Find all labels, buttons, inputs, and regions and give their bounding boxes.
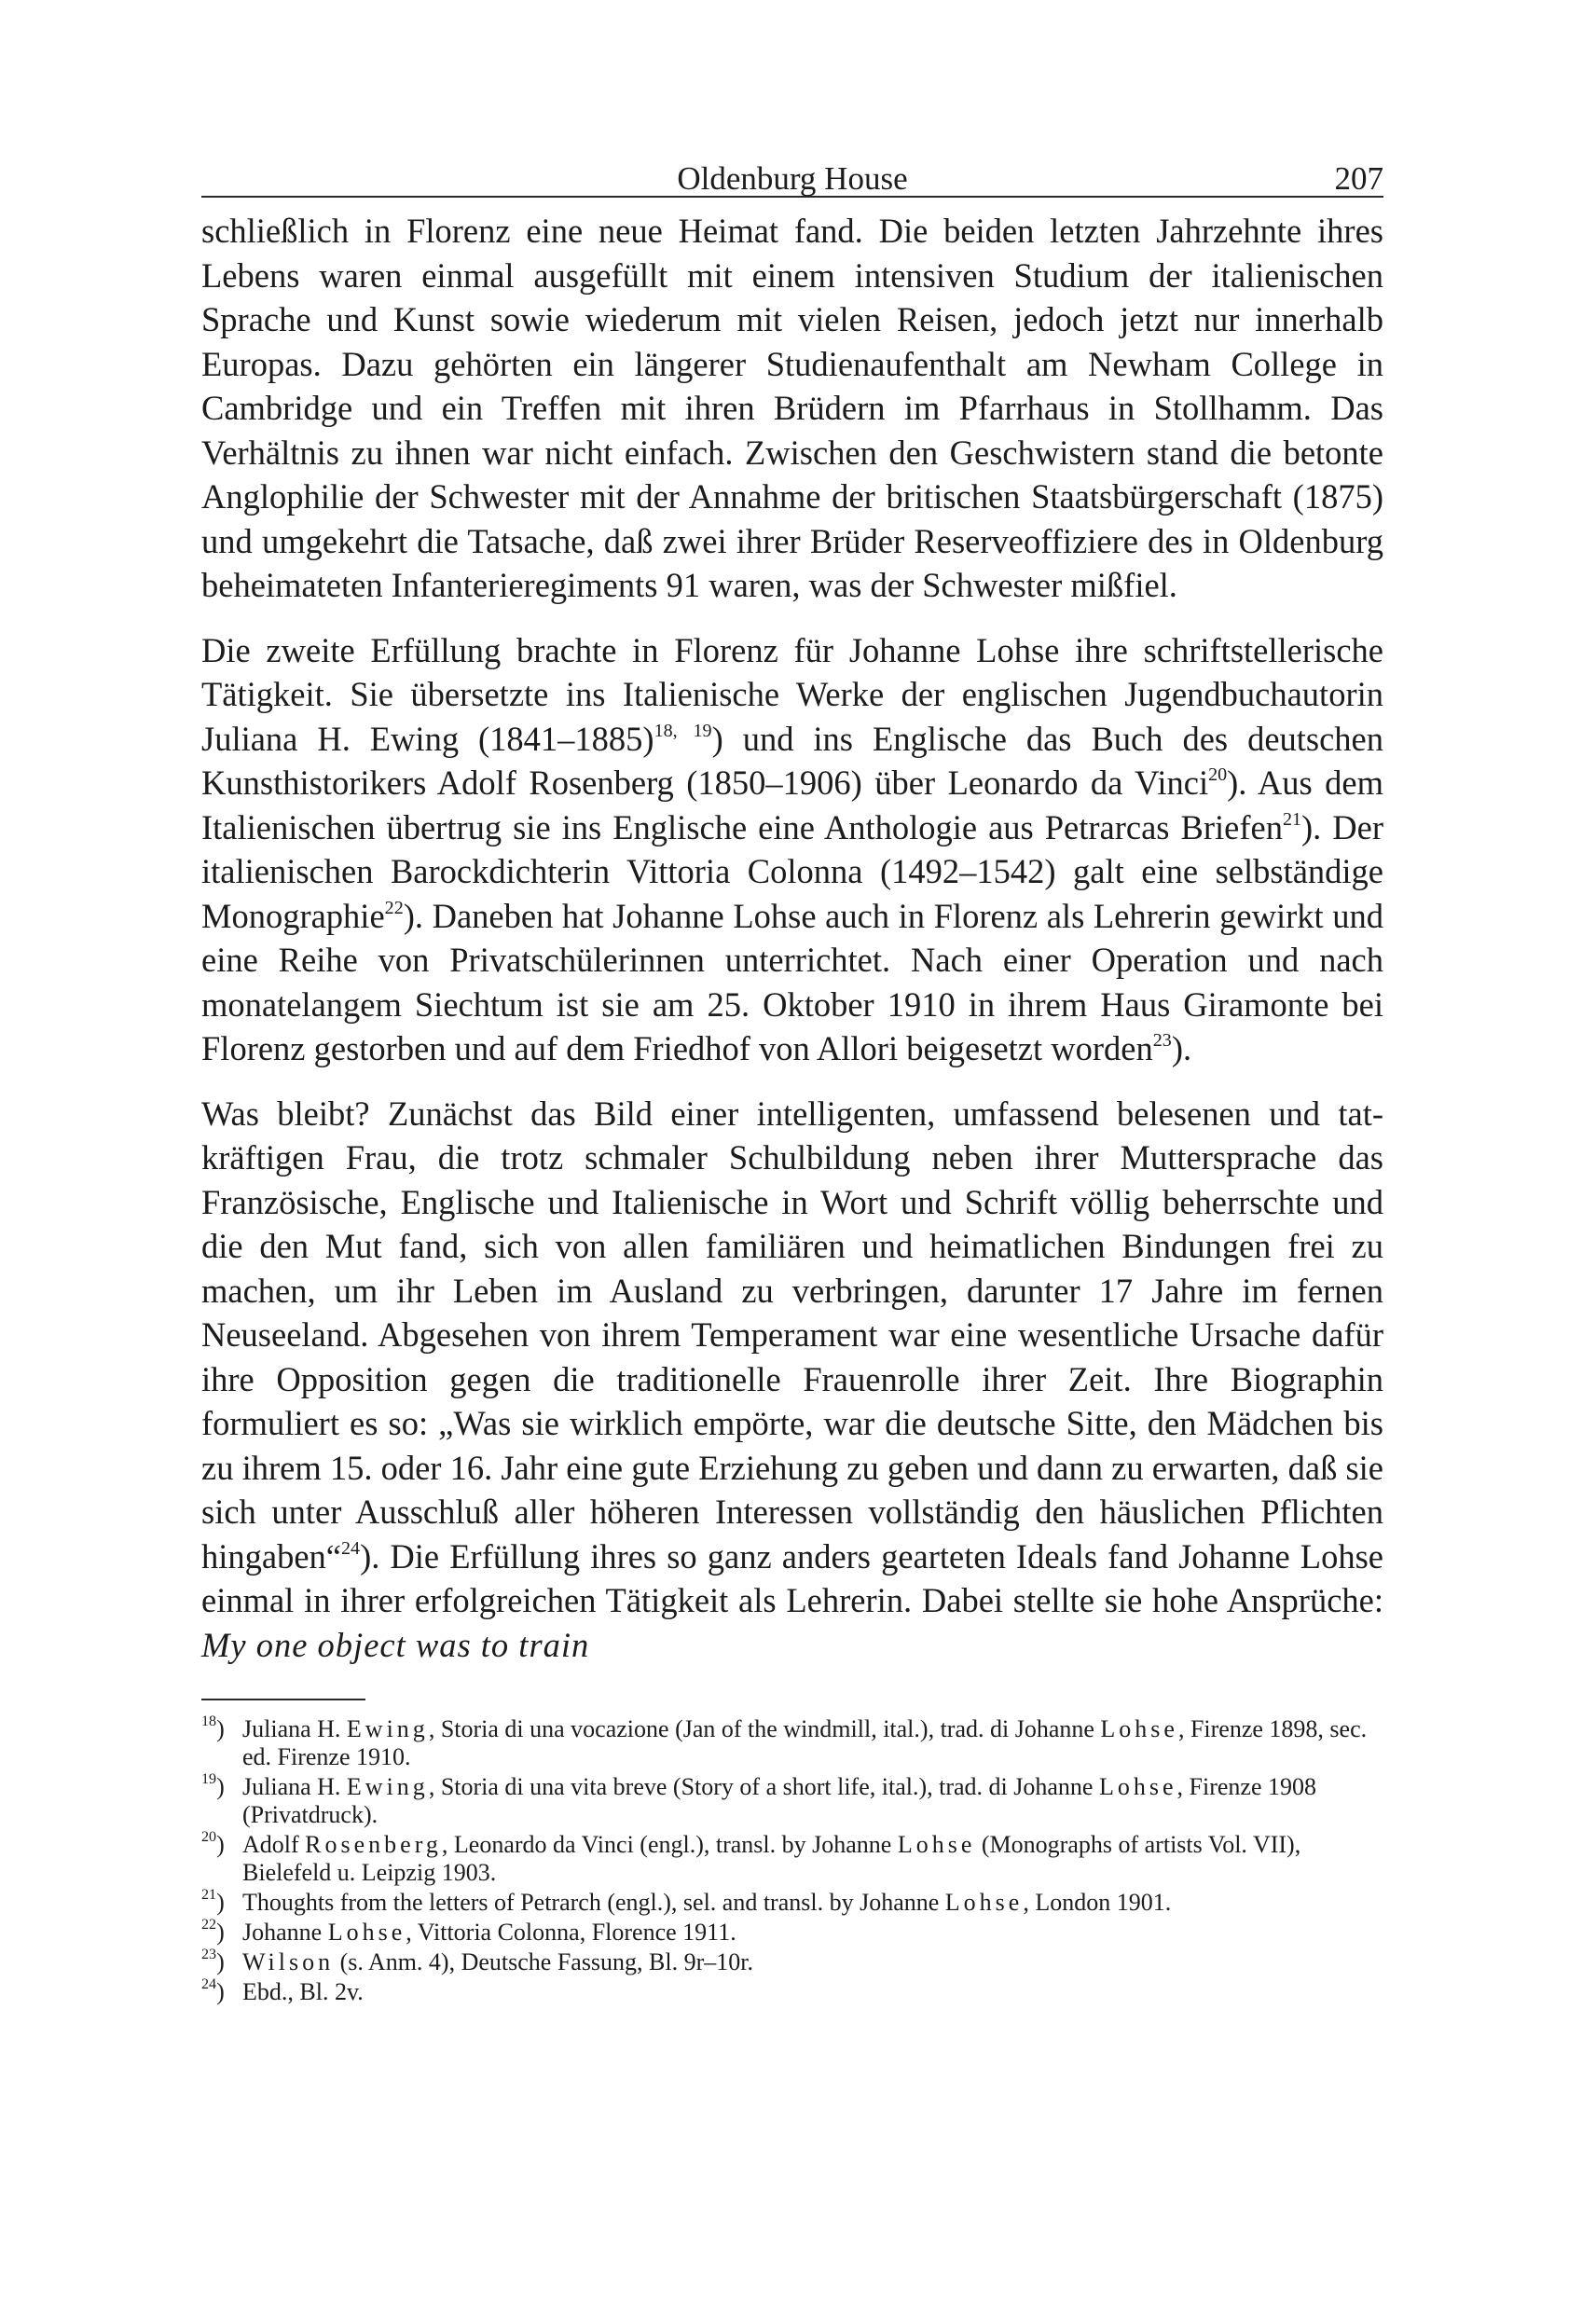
- author-name: Rosenberg: [305, 1831, 442, 1858]
- document-page: [201, 140, 1383, 2008]
- footnote-ref: 22: [384, 897, 404, 918]
- translator-name: Lohse: [897, 1831, 976, 1858]
- author-name: Ewing: [346, 1715, 429, 1742]
- paragraph-2-text: ) und ins Englische das Buch des deutschen Kunsthistorikers Adolf Rosenberg (1850–1906) über Leonardo da Vinci: [201, 719, 1384, 802]
- footnote-mark: $^{21}$): [201, 1886, 225, 1916]
- paragraph-2-text: ). Der italienischen Barockdichterin Vittoria Colonna (1492–1542) galt eine selbständige Monographie: [201, 807, 1383, 935]
- translator-name: Lohse: [944, 1889, 1024, 1916]
- footnote-mark: $^{20}$): [201, 1828, 225, 1858]
- paragraph-2: [201, 628, 1383, 1071]
- paragraph-3-text: ). Die Erfüllung ihres so ganz anders gearteten Ideals fand Johanne Lohse einmal in ihrer erfolgreichen Tätigkeit als Lehrerin. Dabei stellte sie hohe Ansprüche:: [201, 1536, 1383, 1619]
- footnote-separator: [201, 1699, 365, 1700]
- footnote-ref: 24: [341, 1537, 361, 1559]
- footnote-24: $^{24}$) Ebd., Bl. 2v.: [201, 1975, 364, 2005]
- paragraph-3: [201, 1092, 1383, 1668]
- footnote-mark: $^{24}$): [201, 1975, 225, 2005]
- body-text: [201, 209, 1383, 1667]
- footnote-mark: $^{22}$): [201, 1916, 225, 1946]
- footnote-ref: 21: [1282, 808, 1302, 830]
- paragraph-1: schließlich in Florenz eine neue Heimat fand. Die beiden letzten Jahrzehnte ihres Lebens waren einmal ausgefüllt mit einem intensiven Studium der italienischen Sprache und Kunst sowie wiederum mit vielen Reisen, jedoch jetzt nur innerhalb Europas. Dazu gehörten ein längerer Studienaufenthalt am Newham College in Cambridge und ein Treffen mit ihren Brüdern im Pfarrhaus in Stollhamm. Das Verhältnis zu ihnen war nicht einfach. Zwischen den Geschwistern stand die betonte Anglophilie der Schwester mit der Annahme der britischen Staatsbürgerschaft (1875) und umgekehrt die Tatsache, daß zwei ihrer Brüder Reserveoffiziere des in Oldenburg beheimateten Infanterieregiments 91 waren, was der Schwester mißfiel.: [201, 212, 1383, 604]
- footnote-18: $^{18}$) Juliana H. Ewing, Storia di una vocazione (Jan of the windmill, ital.), trad. di Johanne Lohse, Firenze 1898, sec. ed. Firenze 1910.: [201, 1713, 1368, 1770]
- page-number: 207: [1334, 160, 1383, 197]
- author-name: Ewing: [346, 1773, 429, 1800]
- footnotes: [201, 1715, 1383, 2006]
- footnote-ref: 20: [1208, 764, 1228, 785]
- footnote-ref: 18, 19: [654, 720, 712, 741]
- paragraph-3-text: Was bleibt? Zunächst das Bild einer intelligenten, umfassend belesenen und tatkräftigen Frau, die trotz schmaler Schulbildung neben ihrer Muttersprache das Französische, Englische und Italienische in Wort und Schrift völlig beherrschte und die den Mut fand, sich von allen familiären und heimatlichen Bindungen frei zu machen, um ihr Leben im Ausland zu verbringen, darunter 17 Jahre im fernen Neuseeland. Abgesehen von ihrem Temperament war eine wesentliche Ursache dafür ihre Opposition gegen die traditionelle Frauenrolle ihrer Zeit. Ihre Biographin formuliert es so: „Was sie wirklich empörte, war die deutsche Sitte, den Mädchen bis zu ihrem 15. oder 16. Jahr eine gute Erziehung zu geben und dann zu erwarten, daß sie sich unter Ausschluß aller höheren Interessen vollständig den häuslichen Pflichten hingaben“: [201, 1094, 1383, 1576]
- footnote-23: $^{23}$) Wilson (s. Anm. 4), Deutsche Fassung, Bl. 9r–10r.: [201, 1946, 753, 1975]
- author-name: Lohse: [327, 1919, 406, 1946]
- paragraph-2-text: ). Daneben hat Johanne Lohse auch in Florenz als Lehrerin gewirkt und eine Reihe von Privatschülerinnen unterrichtet. Nach einer Operation und nach monatelangem Siechtum ist sie am 25. Oktober 1910 in ihrem Haus Giramonte bei Florenz gestorben und auf dem Friedhof von Allori beigesetzt worden: [201, 896, 1383, 1067]
- footnote-ref: 23: [1152, 1029, 1172, 1051]
- author-name: Wilson: [242, 1948, 335, 1975]
- english-quote: My one object was to train: [201, 1625, 590, 1664]
- footnote-21: $^{21}$) Thoughts from the letters of Petrarch (engl.), sel. and transl. by Johanne Lohse, London 1901.: [201, 1886, 1172, 1916]
- footnote-mark: $^{23}$): [201, 1946, 225, 1975]
- running-head-title: Oldenburg House: [677, 160, 908, 197]
- paragraph-2-text: Die zweite Erfüllung brachte in Florenz für Johanne Lohse ihre schriftstellerische Tätigkeit. Sie übersetzte ins Italienische Werke der englischen Jugendbuchautorin Juliana H. Ewing (1841–1885): [201, 630, 1383, 758]
- footnote-22: $^{22}$) Johanne Lohse, Vittoria Colonna, Florence 1911.: [201, 1916, 736, 1946]
- footnote-19: $^{19}$) Juliana H. Ewing, Storia di una vita breve (Story of a short life, ital.), trad. di Johanne Lohse, Firenze 1908 (Privatdruck).: [201, 1770, 1316, 1828]
- footnote-mark: $^{19}$): [201, 1770, 225, 1800]
- footnote-mark: $^{18}$): [201, 1713, 225, 1742]
- translator-name: Lohse: [1098, 1773, 1177, 1800]
- paragraph-2-text: ). Aus dem Italienischen übertrug sie ins Englische eine Anthologie aus Petrarcas Briefen: [201, 764, 1384, 846]
- footnote-20: $^{20}$) Adolf Rosenberg, Leonardo da Vinci (engl.), transl. by Johanne Lohse (Monographs of artists Vol. VII), Bielefeld u. Leipzig 1903.: [201, 1828, 1301, 1886]
- paragraph-2-text: ).: [1171, 1029, 1192, 1067]
- translator-name: Lohse: [1100, 1715, 1178, 1742]
- running-head: [201, 140, 1383, 198]
